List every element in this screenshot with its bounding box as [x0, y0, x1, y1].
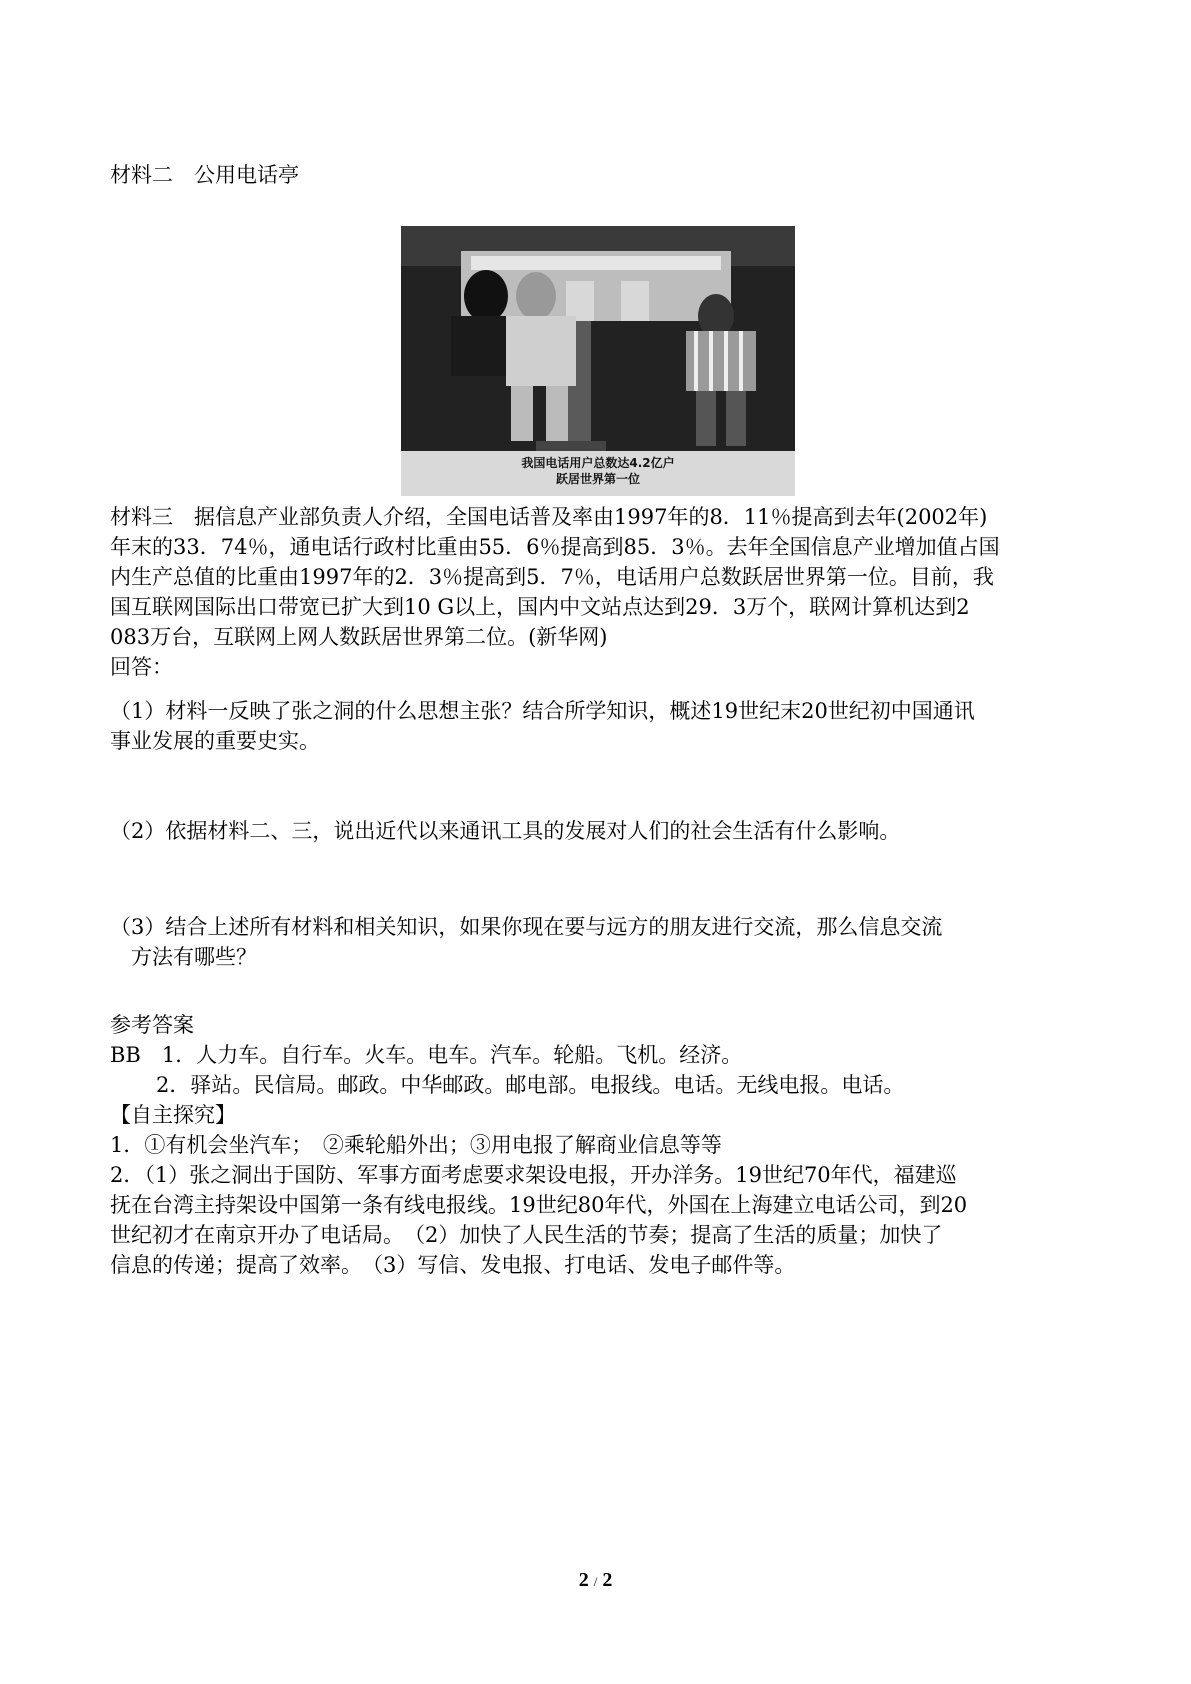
- explore-title: 【自主探究】: [110, 1103, 236, 1127]
- page-number: 2 / 2: [578, 1569, 613, 1591]
- answers-title: 参考答案: [110, 1013, 194, 1037]
- photo-caption-line1: 我国电话用户总数达4.2亿户: [521, 456, 675, 470]
- reference-answers: 参考答案 BB 1．人力车。自行车。火车。电车。汽车。轮船。飞机。经济。 2．驿站。民信局。邮政。中华邮政。邮电部。电报线。电话。无线电报。电话。 【自主探究】 1．①有机会坐汽车； ②乘轮船外出；③用电报了解商业信息等等 2．（1）张之洞出于国防、军事方面考虑要求架设电报，开办洋务。19世纪70年代，福建巡 抚在台湾主持架设中国第一条有线电报线。19世纪80年代，外国在上海建立电话公司，到20 世纪初才在南京开办了电话局。 （2）加快了人民生活的节奏；提高了生活的质量；加快了 信息的传递；提高了效率。 （3）写信、发电报、打电话、发电子邮件等。: [110, 1010, 1095, 1280]
- answer-label: 回答：: [110, 655, 173, 679]
- answers-line2: 2．驿站。民信局。邮政。中华邮政。邮电部。电报线。电话。无线电报。电话。: [156, 1073, 905, 1097]
- question-2: （2）依据材料二、三，说出近代以来通讯工具的发展对人们的社会生活有什么影响。: [110, 819, 901, 843]
- material2-heading: 材料二 公用电话亭: [110, 163, 299, 187]
- phone-booth-photo: [401, 226, 795, 496]
- answers-line1: BB 1．人力车。自行车。火车。电车。汽车。轮船。飞机。经济。: [110, 1043, 743, 1067]
- question-3: （3）结合上述所有材料和相关知识，如果你现在要与远方的朋友进行交流，那么信息交流 方法有哪些？: [110, 915, 943, 969]
- question-1: （1）材料一反映了张之洞的什么思想主张？结合所学知识，概述19世纪末20世纪初中国通讯 事业发展的重要史实。: [110, 699, 975, 753]
- material3-paragraph: 材料三 据信息产业部负责人介绍，全国电话普及率由1997年的8．11％提高到去年(2002年) 年末的33．74％，通电话行政村比重由55．6％提高到85．3％。去年全国信息产业增加值占国 内生产总值的比重由1997年的2．3％提高到5．7％，电话用户总数跃居世界第一位。目前，我 国互联网国际出口带宽已扩大到10 G以上，国内中文站点达到29．3万个，联网计算机达到2 083万台，互联网上网人数跃居世界第二位。(新华网) 回答：: [110, 502, 1095, 682]
- explore-item-1: 1．①有机会坐汽车； ②乘轮船外出；③用电报了解商业信息等等: [110, 1133, 722, 1157]
- photo-caption-line2: 跃居世界第一位: [555, 472, 640, 486]
